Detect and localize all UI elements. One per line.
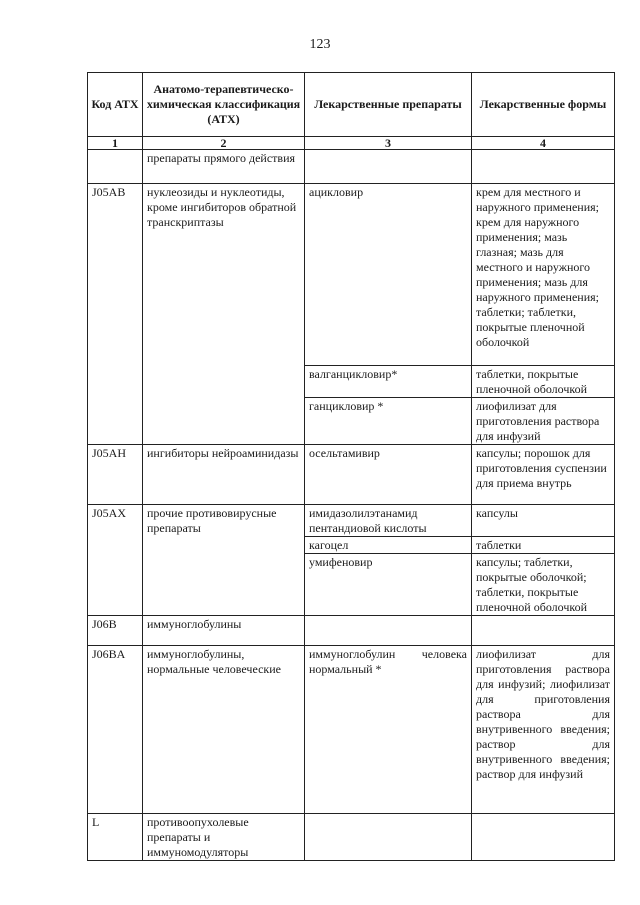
drug-name-cell <box>305 814 472 861</box>
table-row <box>88 616 615 646</box>
drug-name: имидазолилэтанамид пентандиовой кислоты <box>309 506 427 535</box>
atc-code-cell: J05AH <box>88 445 143 505</box>
header-atc-classification: Анатомо-терапевтическо-химическая классификация (АТХ) <box>143 73 305 137</box>
atc-name-cell: иммуноглобулины <box>143 616 305 646</box>
dosage-forms-group <box>472 505 615 616</box>
dosage-forms-cell: лиофилизат для приготовления раствора для инфузий; лиофилизат для приготовления раствора для внутривенного введения; раствор для внутривенного введения; раствор для инфузий <box>472 646 615 814</box>
column-number: 4 <box>472 137 615 150</box>
column-number: 3 <box>305 137 472 150</box>
table-header-row <box>88 73 615 137</box>
dosage-forms: таблетки, покрытые пленочной оболочкой <box>472 365 614 397</box>
atc-code-cell: J05AB <box>88 184 143 445</box>
dosage-forms: капсулы <box>476 506 518 520</box>
column-number: 2 <box>143 137 305 150</box>
dosage-forms: таблетки <box>472 536 614 553</box>
dosage-forms-cell <box>472 150 615 184</box>
drug-name-cell <box>305 616 472 646</box>
dosage-forms-cell: капсулы; порошок для приготовления суспензии для приема внутрь <box>472 445 615 505</box>
drug-name: валганцикловир* <box>305 365 471 397</box>
page-number: 123 <box>309 37 331 52</box>
table-row <box>88 150 615 184</box>
header-drugs: Лекарственные препараты <box>305 73 472 137</box>
header-dosage-forms: Лекарственные формы <box>472 73 615 137</box>
table-row <box>88 184 615 445</box>
drug-name: кагоцел <box>305 536 471 553</box>
column-number-row <box>88 137 615 150</box>
dosage-forms: лиофилизат для приготовления раствора для инфузий <box>472 397 614 444</box>
drug-name-cell <box>305 150 472 184</box>
table-row <box>88 646 615 814</box>
drug-name-group <box>305 505 472 616</box>
atc-name-cell: препараты прямого действия <box>143 150 305 184</box>
table-row <box>88 445 615 505</box>
drug-name-group <box>305 184 472 445</box>
dosage-forms-cell <box>472 616 615 646</box>
dosage-forms-group <box>472 184 615 445</box>
atc-drug-table <box>87 72 615 861</box>
drug-name: ганцикловир * <box>305 397 471 444</box>
dosage-forms-cell <box>472 814 615 861</box>
atc-code-cell: J05AX <box>88 505 143 616</box>
header-atc-code: Код АТХ <box>88 73 143 137</box>
atc-name-cell: иммуноглобулины, нормальные человеческие <box>143 646 305 814</box>
atc-name-cell: противоопухолевые препараты и иммуномодуляторы <box>143 814 305 861</box>
atc-code-cell: J06BA <box>88 646 143 814</box>
dosage-forms: крем для местного и наружного применения; крем для наружного применения; мазь глазная; мазь для местного и наружного применения; мазь для наружного применения; таблетки; таблетки, покрытые пленочной оболочкой <box>476 185 599 349</box>
atc-code-cell: J06B <box>88 616 143 646</box>
atc-name-cell: ингибиторы нейроаминидазы <box>143 445 305 505</box>
drug-name-cell: осельтамивир <box>305 445 472 505</box>
dosage-forms: капсулы; таблетки, покрытые оболочкой; таблетки, покрытые пленочной оболочкой <box>472 553 614 615</box>
drug-name: умифеновир <box>305 553 471 615</box>
table-row <box>88 814 615 861</box>
atc-name-cell: нуклеозиды и нуклеотиды, кроме ингибиторов обратной транскриптазы <box>143 184 305 445</box>
drug-name: ацикловир <box>309 185 364 199</box>
atc-code-cell: L <box>88 814 143 861</box>
atc-code-cell <box>88 150 143 184</box>
column-number: 1 <box>88 137 143 150</box>
atc-name-cell: прочие противовирусные препараты <box>143 505 305 616</box>
table-row <box>88 505 615 616</box>
drug-name-cell: иммуноглобулин человека нормальный * <box>305 646 472 814</box>
